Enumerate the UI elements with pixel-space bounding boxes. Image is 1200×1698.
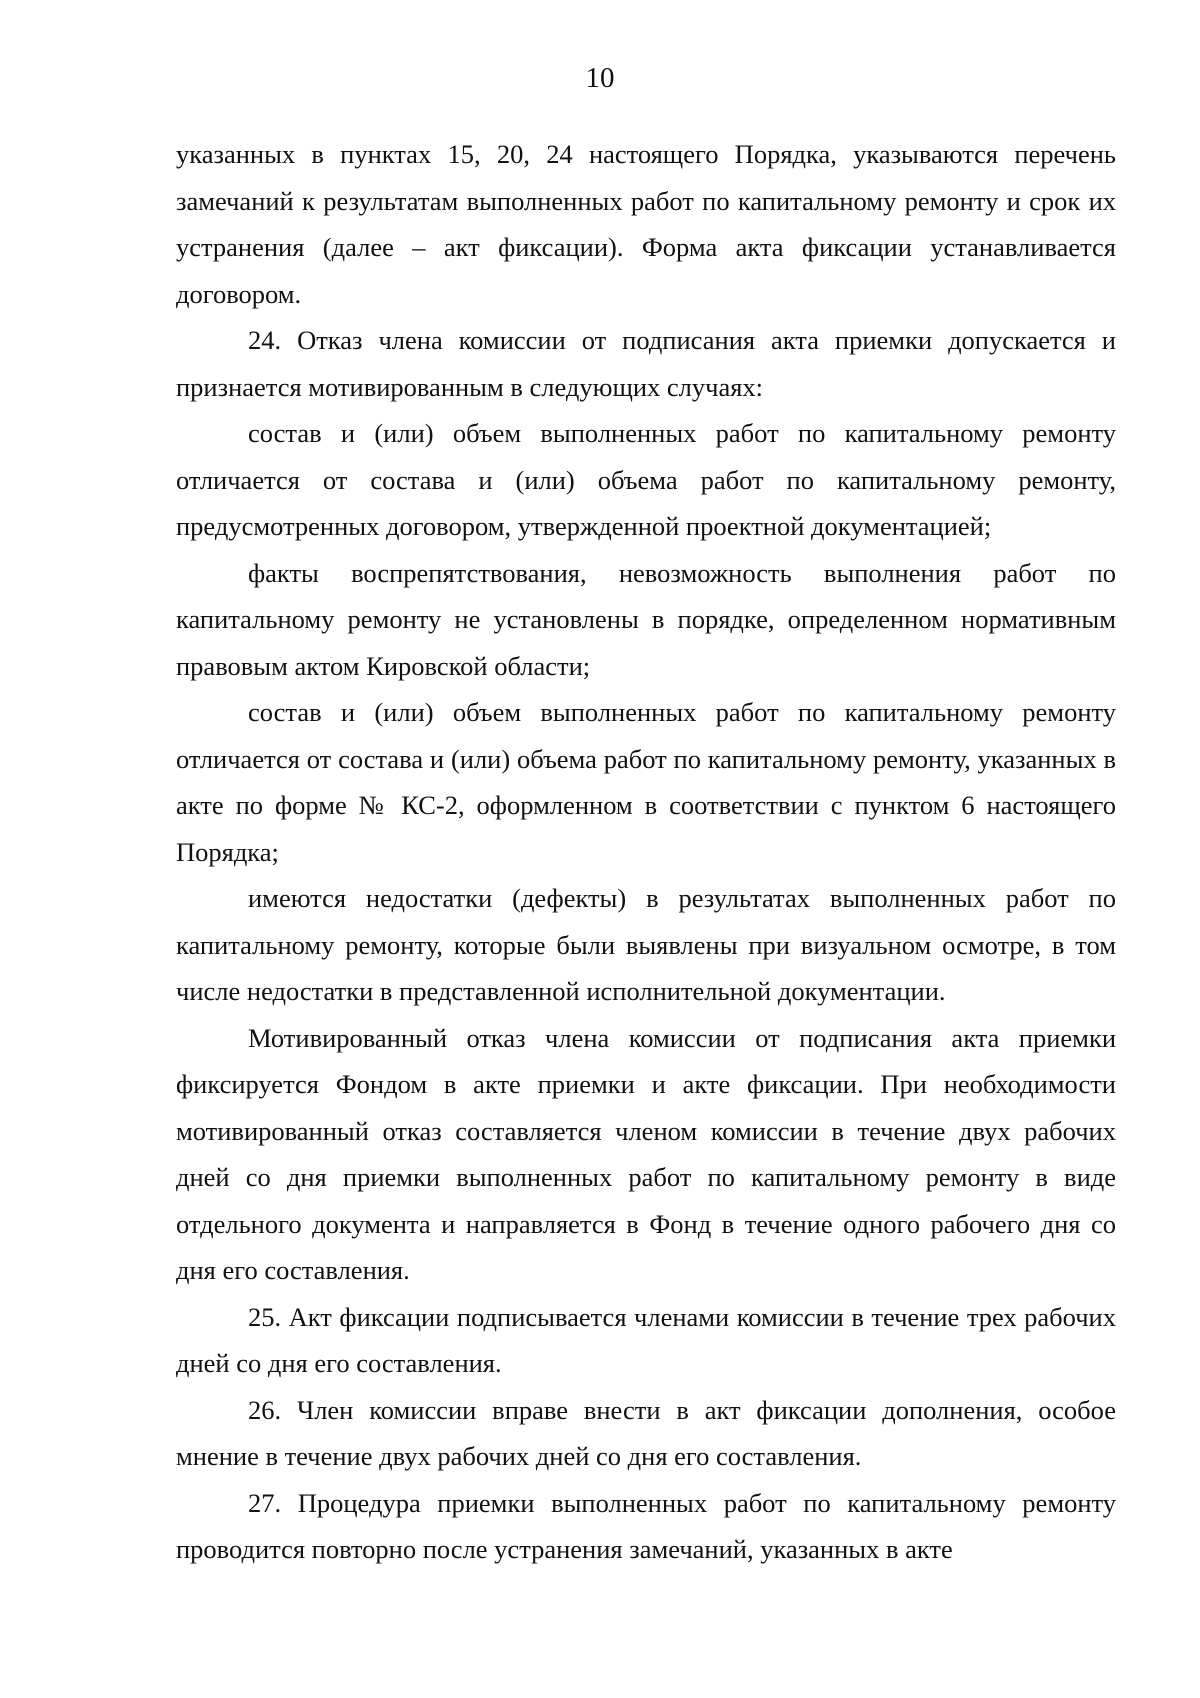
paragraph-motivated-refusal: Мотивированный отказ члена комиссии от подписания акта приемки фиксируется Фондом в акте приемки и акте фиксации. При необходимости мотивированный отказ составляется членом комиссии в течение двух рабочих дней со дня приемки выполненных работ по капитальному ремонту в виде отдельного документа и направляется в Фонд в течение одного рабочего дня со дня его составления. [176,1022,1116,1285]
paragraph-case-2: факты воспрепятствования, невозможность выполнения работ по капитальному ремонту не установлены в порядке, определенном нормативным правовым актом Кировской области; [176,557,1116,681]
page-number: 10 [585,62,615,94]
paragraph-case-4: имеются недостатки (дефекты) в результатах выполненных работ по капитальному ремонту, которые были выявлены при визуальном осмотре, в том числе недостатки в представленной исполнительной документации. [176,883,1116,1006]
paragraph-item-24: 24. Отказ члена комиссии от подписания акта приемки допускается и признается мотивированным в следующих случаях: [176,325,1116,402]
paragraph-item-26: 26. Член комиссии вправе внести в акт фиксации дополнения, особое мнение в течение двух рабочих дней со дня его составления. [176,1394,1116,1471]
paragraph-continuation: указанных в пунктах 15, 20, 24 настоящего Порядка, указываются перечень замечаний к результатам выполненных работ по капитальному ремонту и срок их устранения (далее – акт фиксации). Форма акта фиксации устанавливается договором. [176,139,1116,309]
paragraph-case-3: состав и (или) объем выполненных работ по капитальному ремонту отличается от состава и (или) объема работ по капитальному ремонту, указанных в акте по форме № КС-2, оформленном в соответствии с пунктом 6 настоящего Порядка; [176,697,1116,867]
document-body [176,131,1116,1573]
paragraph-item-25: 25. Акт фиксации подписывается членами комиссии в течение трех рабочих дней со дня его составления. [176,1301,1116,1378]
paragraph-case-1: состав и (или) объем выполненных работ по капитальному ремонту отличается от состава и (или) объема работ по капитальному ремонту, предусмотренных договором, утвержденной проектной документацией; [176,418,1116,541]
paragraph-item-27: 27. Процедура приемки выполненных работ по капитальному ремонту проводится повторно после устранения замечаний, указанных в акте [176,1487,1116,1564]
